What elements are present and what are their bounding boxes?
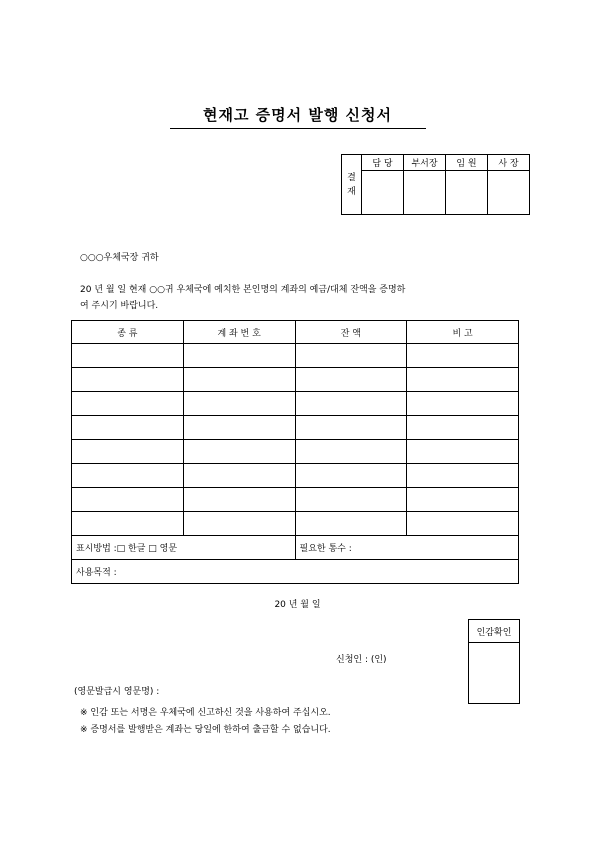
cell-account-number[interactable] xyxy=(183,488,295,512)
account-table xyxy=(71,320,519,584)
note-item: ※ 증명서를 발행받은 계좌는 당일에 한하여 출금할 수 없습니다. xyxy=(80,725,331,735)
cell-type[interactable] xyxy=(72,344,184,368)
request-text-line-1: 20 년 월 일 현재 ○○귀 우체국에 예치한 본인명의 계좌의 예금/대체 잔액을 증명하 xyxy=(80,285,406,295)
approval-header: 부서장 xyxy=(404,155,446,171)
cell-balance[interactable] xyxy=(295,464,407,488)
column-header-account-number: 계 좌 번 호 xyxy=(183,321,295,344)
applicant-line: 신청인 : (인) xyxy=(336,655,387,665)
cell-account-number[interactable] xyxy=(183,416,295,440)
english-name-line: (영문발급시 영문명) : xyxy=(74,687,160,697)
cell-remarks[interactable] xyxy=(407,392,519,416)
approval-header: 담 당 xyxy=(362,155,404,171)
seal-check-box xyxy=(468,619,520,704)
cell-account-number[interactable] xyxy=(183,464,295,488)
table-row xyxy=(72,440,519,464)
cell-type[interactable] xyxy=(72,512,184,536)
title-underline xyxy=(170,128,426,129)
table-row xyxy=(72,392,519,416)
display-method-field[interactable]: 표시방법 :□ 한글 □ 영문 xyxy=(72,536,296,560)
table-row xyxy=(72,416,519,440)
column-header-remarks: 비 고 xyxy=(407,321,519,344)
approval-header: 임 원 xyxy=(446,155,488,171)
approval-header: 사 장 xyxy=(488,155,530,171)
table-row xyxy=(72,488,519,512)
approval-box xyxy=(341,154,530,215)
purpose-field[interactable]: 사용목적 : xyxy=(72,560,519,584)
cell-balance[interactable] xyxy=(295,440,407,464)
note-item: ※ 인감 또는 서명은 우체국에 신고하신 것을 사용하여 주십시오. xyxy=(80,708,331,718)
approval-side-label: 결 재 xyxy=(342,155,362,215)
approval-sign-cell[interactable] xyxy=(404,171,446,215)
approval-sign-cell[interactable] xyxy=(446,171,488,215)
copies-needed-field[interactable]: 필요한 통수 : xyxy=(295,536,519,560)
cell-type[interactable] xyxy=(72,368,184,392)
cell-type[interactable] xyxy=(72,440,184,464)
document-title: 현재고 증명서 발행 신청서 xyxy=(202,106,393,124)
cell-type[interactable] xyxy=(72,416,184,440)
cell-balance[interactable] xyxy=(295,416,407,440)
seal-check-label: 인감확인 xyxy=(469,620,520,643)
cell-type[interactable] xyxy=(72,488,184,512)
cell-account-number[interactable] xyxy=(183,368,295,392)
cell-remarks[interactable] xyxy=(407,368,519,392)
table-row xyxy=(72,464,519,488)
addressee: ○○○우체국장 귀하 xyxy=(80,253,159,263)
table-row xyxy=(72,344,519,368)
application-date: 20 년 월 일 xyxy=(274,600,321,610)
cell-remarks[interactable] xyxy=(407,440,519,464)
seal-stamp-area[interactable] xyxy=(469,643,520,704)
cell-balance[interactable] xyxy=(295,368,407,392)
approval-sign-cell[interactable] xyxy=(362,171,404,215)
cell-account-number[interactable] xyxy=(183,440,295,464)
approval-sign-cell[interactable] xyxy=(488,171,530,215)
cell-balance[interactable] xyxy=(295,488,407,512)
column-header-type: 종 류 xyxy=(72,321,184,344)
cell-remarks[interactable] xyxy=(407,344,519,368)
cell-remarks[interactable] xyxy=(407,488,519,512)
cell-remarks[interactable] xyxy=(407,464,519,488)
cell-type[interactable] xyxy=(72,392,184,416)
cell-account-number[interactable] xyxy=(183,392,295,416)
cell-remarks[interactable] xyxy=(407,416,519,440)
cell-balance[interactable] xyxy=(295,512,407,536)
table-row xyxy=(72,512,519,536)
cell-balance[interactable] xyxy=(295,344,407,368)
cell-remarks[interactable] xyxy=(407,512,519,536)
table-row xyxy=(72,368,519,392)
cell-type[interactable] xyxy=(72,464,184,488)
cell-balance[interactable] xyxy=(295,392,407,416)
column-header-balance: 잔 액 xyxy=(295,321,407,344)
request-text-line-2: 여 주시기 바랍니다. xyxy=(80,301,159,311)
cell-account-number[interactable] xyxy=(183,512,295,536)
cell-account-number[interactable] xyxy=(183,344,295,368)
